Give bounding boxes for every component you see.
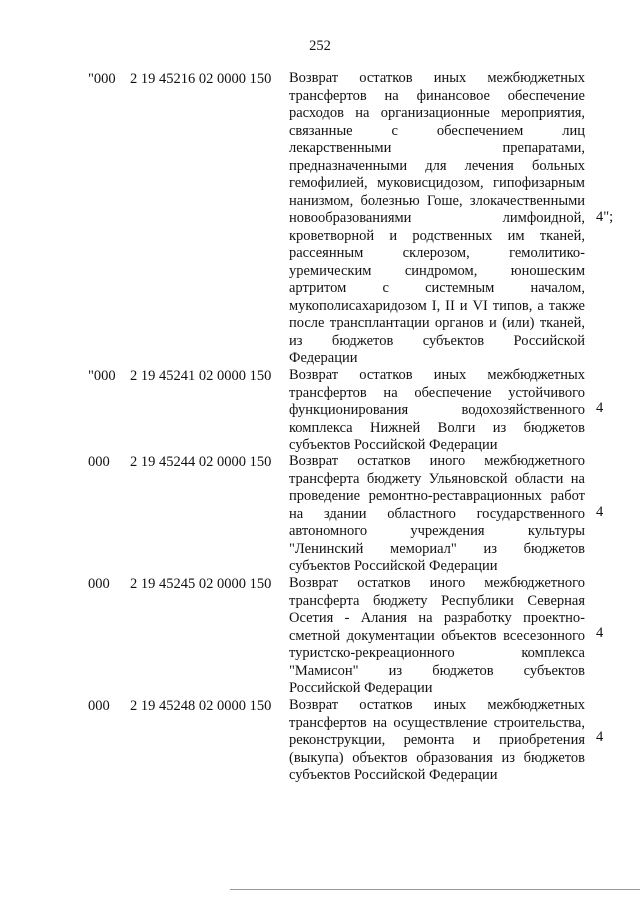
income-name-cell: [289, 367, 585, 455]
income-name-line: "Ленинский мемориал" из бюджетов: [289, 540, 585, 557]
distribution-norm-cell: 4: [596, 400, 604, 416]
income-name-line: сметной документации объектов всесезонного: [289, 627, 585, 644]
budget-classification-code-cell: 2 19 45241 02 0000 150: [130, 368, 272, 384]
page-number: 252: [309, 38, 331, 54]
income-name-line: артритом с системным началом,: [289, 280, 585, 296]
distribution-norm-cell: 4";: [596, 209, 614, 225]
income-name-line: на здании областного государственного: [289, 505, 585, 522]
income-name-line: Осетия - Алания на разработку проектно-: [289, 610, 585, 626]
admin-code-cell: 000: [88, 576, 110, 592]
income-name-line: субъектов Российской Федерации: [289, 437, 498, 453]
income-name-cell: [289, 453, 585, 576]
income-name-line: Возврат остатков иных межбюджетных: [289, 697, 585, 713]
income-name-line: трансферта бюджету Республики Северная: [289, 592, 585, 609]
admin-code-cell: 000: [88, 698, 110, 714]
income-name-line: "Мамисон" из бюджетов субъектов: [289, 662, 585, 679]
income-name-line: Возврат остатков иных межбюджетных: [289, 367, 585, 383]
table-row: [0, 575, 640, 698]
distribution-norm-cell: 4: [596, 625, 604, 641]
income-name-line: предназначенными для лечения больных: [289, 157, 585, 174]
distribution-norm-cell: 4: [596, 729, 604, 745]
income-name-line: трансферта бюджету Ульяновской области на: [289, 470, 585, 487]
income-name-line: трансфертов на осуществление строительства,: [289, 714, 585, 731]
income-name-line: субъектов Российской Федерации: [289, 558, 498, 574]
income-name-line: кроветворной и родственных им тканей,: [289, 227, 585, 244]
income-name-line: рассеянным склерозом, гемолитико-: [289, 245, 585, 261]
table-row: [0, 367, 640, 455]
income-name-line: лекарственными препаратами,: [289, 140, 585, 156]
income-name-line: Возврат остатков иных межбюджетных: [289, 70, 585, 86]
income-name-line: Возврат остатков иного межбюджетного: [289, 453, 585, 469]
table-row: [0, 697, 640, 785]
income-name-line: из бюджетов субъектов Российской: [289, 332, 585, 349]
distribution-norm-cell: 4: [596, 504, 604, 520]
income-name-line: Российской Федерации: [289, 680, 433, 696]
income-name-line: трансфертов на обеспечение устойчивого: [289, 384, 585, 401]
income-name-line: новообразованиями лимфоидной,: [289, 210, 585, 226]
budget-classification-code-cell: 2 19 45245 02 0000 150: [130, 576, 272, 592]
budget-classification-code-cell: 2 19 45216 02 0000 150: [130, 71, 272, 87]
income-name-line: Федерации: [289, 350, 358, 366]
income-name-line: после трансплантации органов и (или) тканей,: [289, 315, 585, 331]
income-name-line: функционирования водохозяйственного: [289, 402, 585, 418]
income-name-line: (выкупа) объектов образования из бюджетов: [289, 749, 585, 766]
income-name-cell: [289, 70, 585, 368]
admin-code-cell: 000: [88, 454, 110, 470]
income-name-line: комплекса Нижней Волги из бюджетов: [289, 419, 585, 436]
income-name-line: реконструкции, ремонта и приобретения: [289, 732, 585, 748]
income-name-line: автономного учреждения культуры: [289, 523, 585, 539]
admin-code-cell: "000: [88, 368, 116, 384]
table-row: [0, 70, 640, 368]
income-name-line: связанные с обеспечением лиц: [289, 122, 585, 139]
budget-classification-code-cell: 2 19 45244 02 0000 150: [130, 454, 272, 470]
income-name-line: Возврат остатков иного межбюджетного: [289, 575, 585, 591]
income-name-line: расходов на организационные мероприятия,: [289, 105, 585, 121]
income-name-line: проведение ремонтно-реставрационных работ: [289, 488, 585, 504]
income-name-line: гемофилией, муковисцидозом, гипофизарным: [289, 175, 585, 191]
income-name-cell: [289, 697, 585, 785]
admin-code-cell: "000: [88, 71, 116, 87]
income-name-line: уремическим синдромом, юношеским: [289, 262, 585, 279]
budget-classification-code-cell: 2 19 45248 02 0000 150: [130, 698, 272, 714]
income-name-line: субъектов Российской Федерации: [289, 767, 498, 783]
bottom-rule: [230, 889, 640, 890]
table-row: [0, 453, 640, 576]
income-name-line: туристско-рекреационного комплекса: [289, 645, 585, 661]
income-name-cell: [289, 575, 585, 698]
income-name-line: мукополисахаридозом I, II и VI типов, а также: [289, 297, 585, 314]
income-name-line: трансфертов на финансовое обеспечение: [289, 87, 585, 104]
income-name-line: нанизмом, болезнью Гоше, злокачественными: [289, 192, 585, 209]
